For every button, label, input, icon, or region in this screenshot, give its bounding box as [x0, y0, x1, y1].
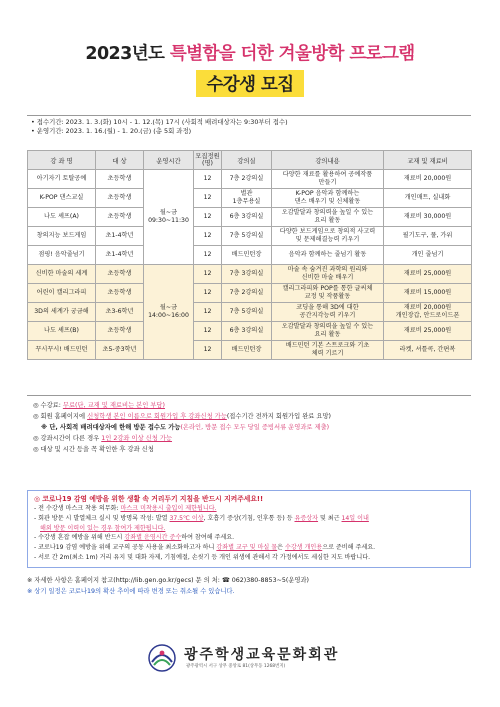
covid-mask-a: - 전 수강생 마스크 착용 의무화: — [34, 505, 121, 512]
table-row — [28, 284, 472, 303]
page-subtitle: 수강생 모집 — [196, 70, 303, 97]
course-fee-cell: 재료비 25,000원 — [384, 265, 472, 284]
title-highlight: 특별함을 더한 겨울방학 프로그램 — [169, 44, 415, 64]
course-fee-cell: 라켓, 셔틀콕, 간편복 — [384, 341, 472, 360]
course-fee-cell: 개인 줄넘기 — [384, 246, 472, 265]
organization-logo-icon — [145, 643, 179, 673]
note-multi — [33, 433, 465, 444]
course-content-cell: 캘리그라피와 POP를 통한 글씨체 교정 및 작품활동 — [272, 284, 384, 303]
course-room-cell: 7층 5강의실 — [222, 303, 272, 322]
organization — [0, 643, 500, 673]
course-target-cell: 초1-4학년 — [96, 246, 144, 265]
course-room-cell: 별관 1층무용실 — [222, 189, 272, 208]
course-content-cell: K-POP 음악과 함께하는 댄스 배우기 및 신체활동 — [272, 189, 384, 208]
covid-fever-f: 14일 이내 — [341, 514, 369, 522]
covid-tools-d: 수강생 개인용 — [284, 544, 323, 552]
note-signup-a: ◎ 회원 홈페이지에 — [33, 413, 88, 420]
course-fee-cell: 재료비 15,000원 — [384, 284, 472, 303]
organization-name: 광주학생교육문화회관 — [184, 647, 340, 663]
course-content-cell: 다양한 재료를 활용하여 공예작품 만들기 — [272, 170, 384, 189]
footer — [27, 575, 471, 597]
footer-phone-number: 062)380-8853~5(운영과) — [229, 577, 310, 584]
title-area — [0, 40, 500, 97]
covid-fever — [34, 514, 464, 524]
course-name-cell: 어린이 캘리그라피 — [28, 284, 96, 303]
period-info — [27, 115, 471, 137]
course-name-cell: 나도 셰프(B) — [28, 322, 96, 341]
covid-notice — [27, 490, 471, 568]
course-content-cell: 마술 속 숨겨진 과학의 원리와 신비한 마술 배우기 — [272, 265, 384, 284]
course-capacity-cell: 12 — [194, 284, 222, 303]
col-header-fee: 교재 및 재료비 — [384, 151, 472, 170]
page-title — [0, 40, 500, 65]
covid-fever-b: 37.5℃ 이상 — [169, 514, 204, 522]
course-room-cell: 배드민턴장 — [222, 341, 272, 360]
course-fee-cell: 재료비 20,000원 개인장갑, 안드로이드폰 — [384, 303, 472, 322]
course-target-cell: 초등학생 — [96, 265, 144, 284]
course-room-cell: 7층 2강의실 — [222, 170, 272, 189]
note-signup-c: (접수기간 전까지 회원가입 완료 요망) — [226, 413, 332, 420]
table-row — [28, 265, 472, 284]
course-target-cell: 초5-중3학년 — [96, 341, 144, 360]
course-target-cell: 초1-4학년 — [96, 227, 144, 246]
course-room-cell: 배드민턴장 — [222, 246, 272, 265]
covid-tools-e: 으로 준비해 주세요. — [322, 544, 376, 552]
covid-fever-a: - 회관 방문 시 발열체크 실시 및 방명록 작성: 발열 — [34, 514, 170, 522]
table-row — [28, 341, 472, 360]
operation-period: • 운영기간: 2023. 1. 16.(월) - 1. 20.(금) (총 5회 과정) — [31, 127, 192, 135]
covid-tools-c: 은 — [277, 544, 285, 552]
table-row — [28, 322, 472, 341]
covid-tools-b: 강좌별 교구 및 마실 물 — [216, 544, 278, 552]
phone-icon: ☎ — [221, 577, 230, 584]
course-target-cell: 초등학생 — [96, 170, 144, 189]
col-header-target: 대 상 — [96, 151, 144, 170]
table-row — [28, 246, 472, 265]
course-content-cell: 음악과 함께하는 줄넘기 활동 — [272, 246, 384, 265]
table-row — [28, 189, 472, 208]
course-fee-cell: 개인매트, 실내화 — [384, 189, 472, 208]
title-year: 2023년도 — [85, 44, 165, 64]
table-row — [28, 170, 472, 189]
note-check: ◎ 대상 및 시간 등을 꼭 확인한 후 강좌 신청 — [33, 446, 154, 453]
covid-time-a: - 수강생 혼잡 예방을 위해 반드시 — [34, 534, 125, 542]
note-visit-a: ※ 단, 사회적 배려대상자에 한해 방문 접수도 가능 — [41, 424, 181, 431]
col-header-time: 운영시간 — [144, 151, 194, 170]
covid-time-c: 하여 참여해 주세요. — [181, 534, 235, 542]
covid-mask — [34, 504, 464, 514]
course-capacity-cell: 12 — [194, 246, 222, 265]
covid-time-b: 강좌별 운영시간 준수 — [124, 534, 182, 542]
course-name-cell: 아기자기 토탈공예 — [28, 170, 96, 189]
course-target-cell: 초3-6학년 — [96, 303, 144, 322]
note-fee — [33, 400, 465, 411]
course-room-cell: 7층 5강의실 — [222, 227, 272, 246]
course-capacity-cell: 12 — [194, 265, 222, 284]
course-fee-cell: 재료비 25,000원 — [384, 322, 472, 341]
course-room-cell: 7층 3강의실 — [222, 265, 272, 284]
course-target-cell: 초등학생 — [96, 322, 144, 341]
col-header-capacity: 모집정원 (명) — [194, 151, 222, 170]
course-name-cell: 점핑! 음악줄넘기 — [28, 246, 96, 265]
course-name-cell: 신비한 마술의 세계 — [28, 265, 96, 284]
note-visit — [33, 422, 465, 433]
course-fee-cell: 재료비 30,000원 — [384, 208, 472, 227]
course-content-cell: 다양한 보드게임으로 창의적 사고력 및 문제해결능력 키우기 — [272, 227, 384, 246]
course-name-cell: 나도 셰프(A) — [28, 208, 96, 227]
course-target-cell: 초등학생 — [96, 208, 144, 227]
course-fee-cell: 재료비 20,000원 — [384, 170, 472, 189]
course-capacity-cell: 12 — [194, 322, 222, 341]
course-name-cell: 꾸시꾸시! 배드민턴 — [28, 341, 96, 360]
covid-fever-c: , 호흡기 증상(기침, 인후통 등) 등 — [203, 514, 295, 522]
course-content-cell: 코딩을 통해 3D에 대한 공간지각능력 키우기 — [272, 303, 384, 322]
course-capacity-cell: 12 — [194, 227, 222, 246]
col-header-name: 강 좌 명 — [28, 151, 96, 170]
covid-tools — [34, 543, 464, 553]
reception-period: • 접수기간: 2023. 1. 3.(화) 10시 - 1. 12.(목) 17시 (사회적 배려대상자는 9:30부터 접수) — [31, 118, 288, 126]
note-fee-label: ◎ 수강료: — [33, 402, 63, 409]
course-room-cell: 6층 3강의실 — [222, 208, 272, 227]
note-signup-b: 신청학생 본인 이름으로 회원가입 후 강좌신청 가능 — [87, 413, 227, 420]
course-content-cell: 배드민턴 기본 스트로크와 기초 체력 기르기 — [272, 341, 384, 360]
table-header-row — [28, 151, 472, 170]
footer-schedule-note: ※ 상기 일정은 코로나19의 확산 추이에 따라 변경 또는 취소될 수 있습니다. — [27, 588, 235, 595]
course-fee-cell: 필기도구, 풀, 가위 — [384, 227, 472, 246]
table-row — [28, 208, 472, 227]
course-time-cell: 월~금 09:30~11:30 — [144, 170, 194, 265]
note-fee-value: 무료(단, 교재 및 재료비는 본인 부담) — [62, 402, 165, 409]
col-header-content: 강의내용 — [272, 151, 384, 170]
covid-distance: - 서로 간 2m(최소 1m) 거리 유지 및 대화 자제, 기침예절, 손씻기 등 개인 위생에 관해서 각 가정에서도 세심한 지도 바랍니다. — [34, 553, 371, 561]
course-time-cell: 월~금 14:00~16:00 — [144, 265, 194, 360]
covid-fever-e: 및 최근 — [318, 514, 342, 522]
course-target-cell: 초등학생 — [96, 189, 144, 208]
footer-contact — [27, 575, 471, 586]
covid-title: ◎ 코로나19 감염 예방을 위한 생활 속 거리두기 지침을 반드시 지켜주세요!! — [34, 495, 264, 503]
covid-tools-a: - 코로나19 감염 예방을 위해 교구의 공동 사용을 최소화하고자 하니 — [34, 544, 217, 552]
course-room-cell: 6층 3강의실 — [222, 322, 272, 341]
col-header-room: 강의실 — [222, 151, 272, 170]
organization-address: 광주광역시 서구 상무 중앙로 81(상무동 1268번지) — [186, 664, 286, 669]
course-capacity-cell: 12 — [194, 341, 222, 360]
covid-time — [34, 533, 464, 543]
course-table — [27, 150, 472, 360]
course-name-cell: 창의지능 보드게임 — [28, 227, 96, 246]
covid-fever-d: 유증상자 — [294, 514, 319, 522]
course-capacity-cell: 12 — [194, 208, 222, 227]
note-multi-a: ◎ 강좌시간이 다른 경우 — [33, 435, 102, 442]
covid-mask-b: 마스크 미착용시 출입이 제한됩니다. — [120, 505, 217, 512]
covid-travel-text: 해외 방문 이력이 있는 경우 참여가 제한됩니다. — [40, 524, 166, 532]
course-content-cell: 오감발달과 창의력을 높일 수 있는 요리 활동 — [272, 322, 384, 341]
footer-homepage-text: ※ 자세한 사항은 홈페이지 참고(http://lib.gen.go.kr/gecs) 문 의 처: — [27, 577, 222, 584]
table-row — [28, 303, 472, 322]
note-signup — [33, 411, 465, 422]
course-name-cell: 3D의 세계가 궁금해 — [28, 303, 96, 322]
course-content-cell: 오감발달과 창의력을 높일 수 있는 요리 활동 — [272, 208, 384, 227]
course-room-cell: 7층 2강의실 — [222, 284, 272, 303]
covid-travel — [34, 524, 464, 534]
course-name-cell: K-POP 댄스교실 — [28, 189, 96, 208]
course-target-cell: 초등학생 — [96, 284, 144, 303]
note-multi-b: 1인 2강좌 이상 신청 가능 — [101, 435, 173, 442]
table-row — [28, 227, 472, 246]
course-capacity-cell: 12 — [194, 303, 222, 322]
note-visit-b: (온라인, 방문 접수 모두 당일 증빙서류 운영과로 제출) — [180, 424, 330, 431]
course-capacity-cell: 12 — [194, 170, 222, 189]
notice-section — [27, 395, 471, 481]
course-capacity-cell: 12 — [194, 189, 222, 208]
